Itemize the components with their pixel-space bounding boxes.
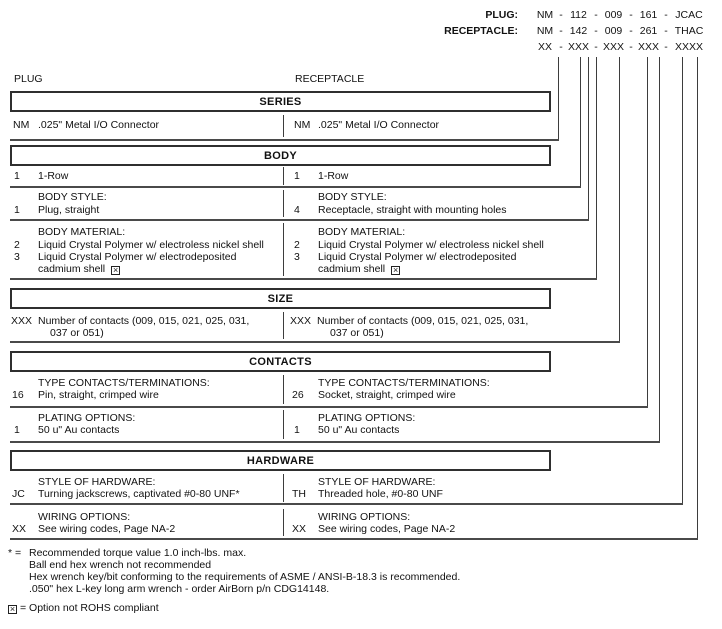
footnote-rohs-text: = Option not ROHS compliant [20,602,159,614]
hardware-style-right-code: TH [292,488,306,500]
wiring-left-code: XX [12,523,27,535]
size-right-desc2: 037 or 051) [330,327,384,339]
connector-line-body-style [588,57,589,221]
series-title: SERIES [259,95,302,108]
body-title: BODY [264,149,297,162]
wiring-column-divider [283,509,284,536]
size-left-desc1: Number of contacts (009, 015, 021, 025, 031, [38,315,250,327]
body-style-left-desc: Plug, straight [38,204,100,216]
separator-size-end [10,341,620,343]
body-row-left-code: 1 [14,170,20,182]
connector-line-hardware-style [682,57,683,505]
hardware-style-column-divider [283,474,284,502]
separator-hardware-end [10,538,698,540]
plug-pn-hardware: JCAC [675,9,703,21]
contact-type-left-code: 16 [12,389,24,401]
body-row-right-desc: 1-Row [318,170,349,182]
pn-dash: - [664,25,668,37]
mask-pn-hardware: XXXX [674,41,703,53]
footnote-star-prefix: * = [8,547,22,559]
pn-dash: - [629,25,633,37]
receptacle-pn-contacts: 261 [639,25,658,37]
pn-dash: - [664,41,668,53]
connector-line-plating [659,57,660,443]
body-material-right-code3: 3 [294,251,300,263]
separator-contacts-end [10,441,660,443]
body-material-left-desc3: Liquid Crystal Polymer w/ electrodeposited [38,251,237,263]
plating-left-desc: 50 u" Au contacts [38,424,120,436]
wiring-right-code: XX [292,523,307,535]
plug-pn-size: 009 [604,9,623,21]
plug-part-number-label: PLUG: [485,9,518,21]
plating-right-desc: 50 u" Au contacts [318,424,400,436]
connector-line-wiring [697,57,698,540]
body-material-left-desc3b [38,263,120,275]
size-column-divider [283,312,284,339]
body-row-column-divider [283,167,284,185]
mask-part-number-row [418,41,708,54]
plating-left-label: PLATING OPTIONS: [38,412,136,424]
series-left-code: NM [13,119,30,131]
body-row-left-desc: 1-Row [38,170,69,182]
pn-dash: - [594,9,598,21]
body-material-left-code2: 2 [14,239,20,251]
mask-pn-body: XXX [567,41,589,53]
pn-dash: - [629,41,633,53]
body-material-right-desc3: Liquid Crystal Polymer w/ electrodeposited [318,251,517,263]
plating-left-code: 1 [14,424,20,436]
contacts-title: CONTACTS [249,355,312,368]
body-material-left-desc2: Liquid Crystal Polymer w/ electroless nickel shell [38,239,264,251]
mask-pn-size: XXX [602,41,624,53]
body-material-right-label: BODY MATERIAL: [318,226,406,238]
size-left-desc2: 037 or 051) [50,327,104,339]
plug-pn-contacts: 161 [639,9,658,21]
receptacle-part-number-row [418,25,708,38]
body-material-left-desc3b-text: cadmium shell [38,263,106,275]
pn-dash: - [629,9,633,21]
receptacle-pn-hardware: THAC [674,25,704,37]
separator-contact-type [10,406,648,408]
hardware-title: HARDWARE [246,454,315,467]
plating-right-label: PLATING OPTIONS: [318,412,416,424]
separator-hardware-style [10,503,683,505]
size-title: SIZE [267,292,294,305]
connector-line-contact-type [647,57,648,408]
hardware-style-left-code: JC [12,488,25,500]
body-material-left-code3: 3 [14,251,20,263]
footnote-torque: Recommended torque value 1.0 inch-lbs. max. [29,547,247,559]
series-right-desc: .025" Metal I/O Connector [318,119,440,131]
mask-pn-contacts: XXX [637,41,659,53]
separator-body-end [10,278,597,280]
pn-dash: - [664,9,668,21]
pn-dash: - [559,25,563,37]
body-style-right-code: 4 [294,204,300,216]
pn-dash: - [559,9,563,21]
contact-type-left-desc: Pin, straight, crimped wire [38,389,159,401]
hardware-style-right-desc: Threaded hole, #0-80 UNF [318,488,443,500]
hardware-style-left-desc: Turning jackscrews, captivated #0-80 UNF* [38,488,240,500]
size-section-header [10,288,551,309]
size-right-code: XXX [290,315,312,327]
plug-part-number-row [418,9,708,22]
hardware-style-right-label: STYLE OF HARDWARE: [318,476,436,488]
connector-line-size [619,57,620,343]
column-title-receptacle: RECEPTACLE [295,73,365,85]
body-material-right-desc3b-text: cadmium shell [318,263,386,275]
receptacle-pn-body: 142 [569,25,588,37]
contact-type-right-desc: Socket, straight, crimped wire [318,389,456,401]
contact-type-left-label: TYPE CONTACTS/TERMINATIONS: [38,377,210,389]
wiring-left-desc: See wiring codes, Page NA-2 [38,523,176,535]
footnote-rohs [8,602,159,614]
body-style-column-divider [283,190,284,217]
wiring-right-desc: See wiring codes, Page NA-2 [318,523,456,535]
ballot-x-icon: × [9,604,16,614]
size-right-desc1: Number of contacts (009, 015, 021, 025, 031, [317,315,529,327]
series-column-divider [283,115,284,137]
contact-type-right-code: 26 [292,389,304,401]
body-style-left-label: BODY STYLE: [38,191,107,203]
connector-line-series [558,57,559,141]
plug-pn-series: NM [536,9,554,21]
series-left-desc: .025" Metal I/O Connector [38,119,160,131]
separator-body-row [10,186,581,188]
body-material-right-desc2: Liquid Crystal Polymer w/ electroless nickel shell [318,239,544,251]
contacts-section-header [10,351,551,372]
receptacle-part-number-label: RECEPTACLE: [444,25,518,37]
plating-column-divider [283,410,284,439]
separator-body-style [10,219,589,221]
footnote-ball-end: Ball end hex wrench not recommended [29,559,212,571]
contact-type-column-divider [283,375,284,404]
body-material-right-code2: 2 [294,239,300,251]
plug-pn-body: 112 [570,9,587,21]
connector-line-body-material [596,57,597,280]
wiring-right-label: WIRING OPTIONS: [318,511,411,523]
body-style-right-desc: Receptacle, straight with mounting holes [318,204,507,216]
series-section-header [10,91,551,112]
hardware-style-left-label: STYLE OF HARDWARE: [38,476,156,488]
mask-pn-series: XX [537,41,552,53]
separator-series-end [10,139,559,141]
receptacle-pn-series: NM [536,25,554,37]
footnote-l-key: .050" hex L-key long arm wrench - order AirBorn p/n CDG14148. [29,583,330,595]
body-section-header [10,145,551,166]
hardware-section-header [10,450,551,471]
body-style-left-code: 1 [14,204,20,216]
contact-type-right-label: TYPE CONTACTS/TERMINATIONS: [318,377,490,389]
not-rohs-option-icon: × [112,265,119,275]
connector-line-body-row [580,57,581,188]
footnote-hex-wrench: Hex wrench key/bit conforming to the requirements of ASME / ANSI-B-18.3 is recommended. [29,571,461,583]
body-material-column-divider [283,223,284,276]
body-row-right-code: 1 [294,170,300,182]
body-style-right-label: BODY STYLE: [318,191,387,203]
pn-dash: - [594,25,598,37]
plating-right-code: 1 [294,424,300,436]
wiring-left-label: WIRING OPTIONS: [38,511,131,523]
pn-dash: - [559,41,563,53]
not-rohs-option-icon: × [392,265,399,275]
receptacle-pn-size: 009 [604,25,623,37]
column-title-plug: PLUG [14,73,43,85]
size-left-code: XXX [11,315,33,327]
body-material-left-label: BODY MATERIAL: [38,226,126,238]
series-right-code: NM [294,119,311,131]
body-material-right-desc3b [318,263,400,275]
pn-dash: - [594,41,598,53]
